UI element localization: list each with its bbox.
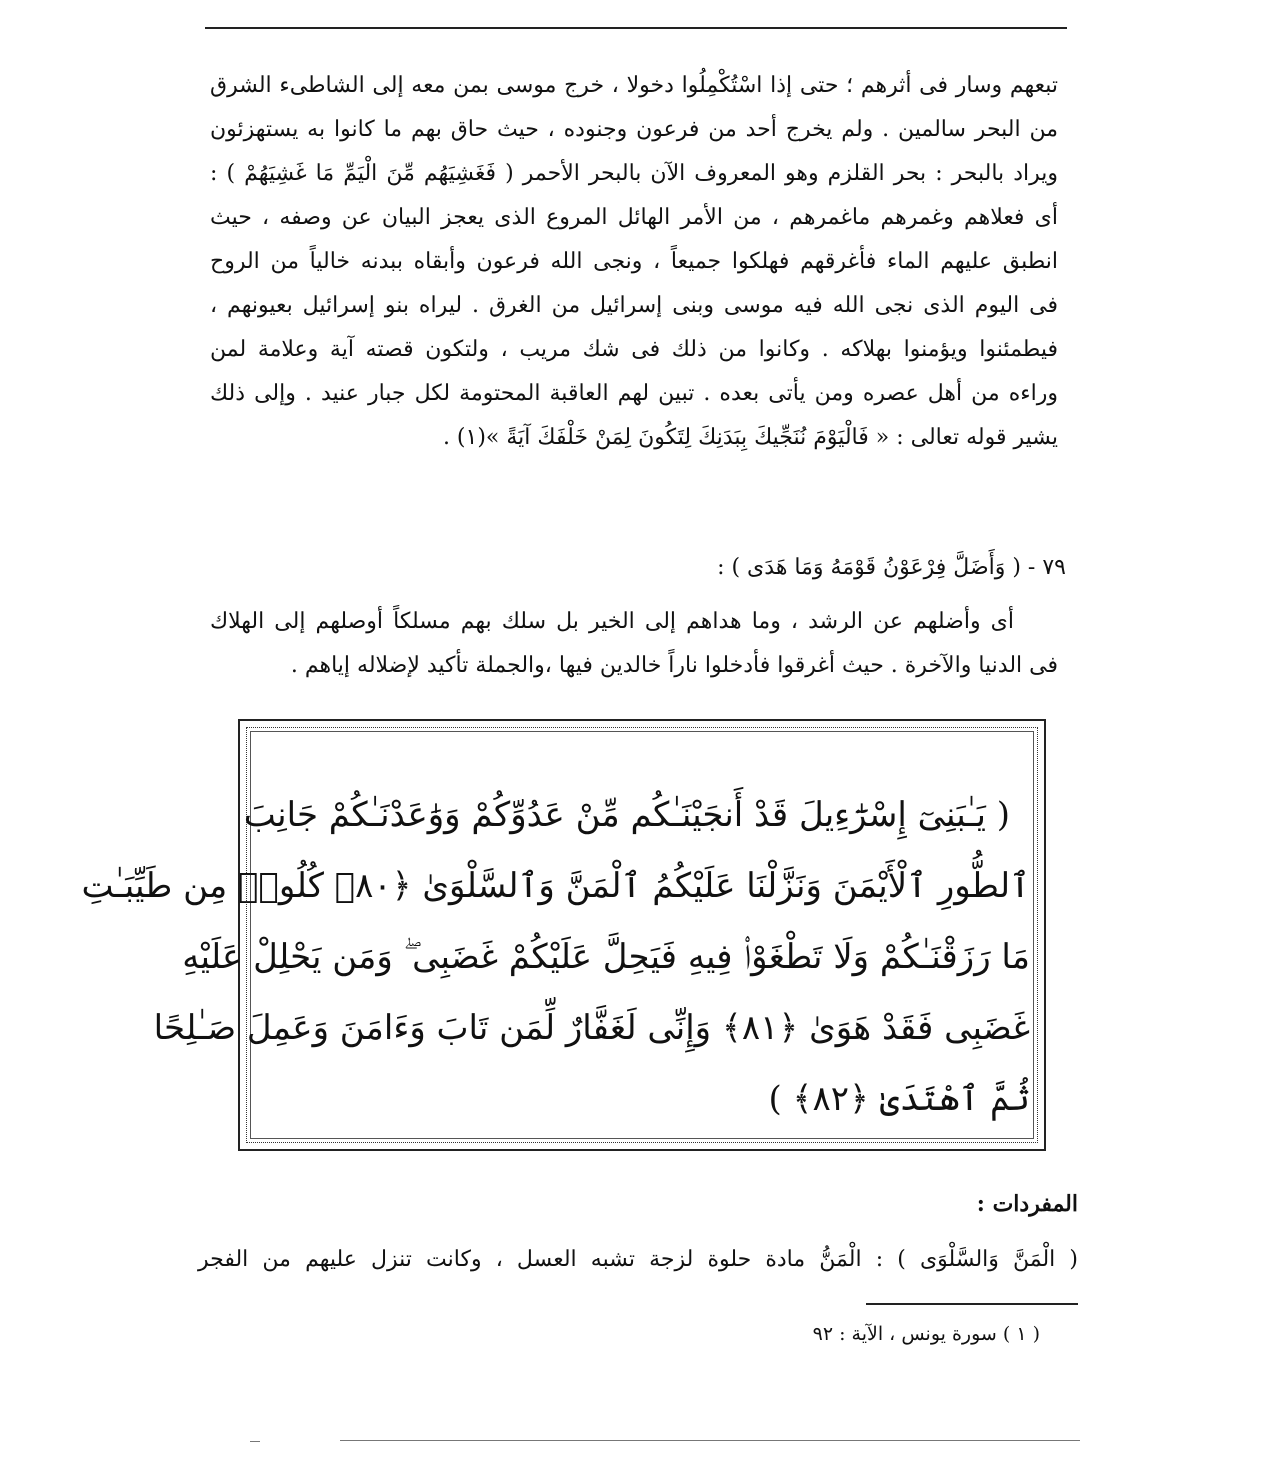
verse-line: ثُمَّ ٱهْتَدَىٰ ﴿٨٢﴾ ) bbox=[768, 1079, 1030, 1119]
text-line: ويراد بالبحر : بحر القلزم وهو المعروف الآن بالبحر الأحمر ( فَغَشِيَهُم مِّنَ الْيَمِّ مَا غَشِيَهُمْ ) : bbox=[210, 161, 1058, 186]
verse-line: ( يَـٰبَنِىٓ إِسْرَٰٓءِيلَ قَدْ أَنجَيْنَـٰكُم مِّنْ عَدُوِّكُمْ وَوَٰعَدْنَـٰكُمْ جَانِبَ bbox=[243, 795, 1010, 835]
text-line: يشير قوله تعالى : « فَالْيَوْمَ نُنَجِّيكَ بِبَدَنِكَ لِتَكُونَ لِمَنْ خَلْفَكَ آيَةً »(١) . bbox=[442, 425, 1058, 450]
text-line: وراءه من أهل عصره ومن يأتى بعده . تبين لهم العاقبة المحتومة لكل جبار عنيد . وإلى ذلك bbox=[210, 381, 1058, 406]
text-line: فيطمئنوا ويؤمنوا بهلاكه . وكانوا من ذلك فى شك مريب ، ولتكون قصته آية وعلامة لمن bbox=[210, 337, 1058, 362]
footnote: ( ١ ) سورة يونس ، الآية : ٩٢ bbox=[812, 1323, 1040, 1345]
top-rule bbox=[205, 27, 1067, 29]
text-line: تبعهم وسار فى أثرهم ؛ حتى إذا اسْتُكْمِلُوا دخولا ، خرج موسى بمن معه إلى الشاطىء الشرق bbox=[210, 73, 1058, 98]
text-line: فى الدنيا والآخرة . حيث أغرقوا فأدخلوا ناراً خالدين فيها ،والجملة تأكيد لإضلاله إياهم . bbox=[290, 653, 1058, 678]
vocabulary-entry: ( الْمَنَّ وَالسَّلْوَى ) : الْمَنُّ مادة حلوة لزجة تشبه العسل ، وكانت تنزل عليهم من الفجر bbox=[198, 1247, 1078, 1272]
verse-line: مَا رَزَقْنَـٰكُمْ وَلَا تَطْغَوْا۟ فِيهِ فَيَحِلَّ عَلَيْكُمْ غَضَبِى ۖ وَمَن يَحْلِلْ عَلَيْهِ bbox=[182, 937, 1030, 977]
verse-79-heading: ٧٩ - ( وَأَضَلَّ فِرْعَوْنُ قَوْمَهُ وَمَا هَدَى ) : bbox=[717, 555, 1066, 580]
bottom-tick bbox=[250, 1441, 260, 1442]
quran-verses-block bbox=[81, 780, 1030, 1135]
verse-79-commentary bbox=[210, 600, 1058, 688]
text-line: أى وأضلهم عن الرشد ، وما هداهم إلى الخير بل سلك بهم مسلكاً أوصلهم إلى الهلاك bbox=[210, 609, 1014, 634]
bottom-rule bbox=[340, 1440, 1080, 1441]
text-line: أى فعلاهم وغمرهم ماغمرهم ، من الأمر الهائل المروع الذى يعجز البيان عن وصفه ، حيث bbox=[210, 205, 1058, 230]
footnote-rule bbox=[866, 1303, 1078, 1305]
commentary-paragraph bbox=[210, 64, 1058, 460]
verse-line: ٱلطُّورِ ٱلْأَيْمَنَ وَنَزَّلْنَا عَلَيْكُمُ ٱلْمَنَّ وَٱلسَّلْوَىٰ ﴿٨٠﴾ كُلُوا۟ مِن طَيِّبَـٰتِ bbox=[81, 866, 1030, 906]
text-line: فى اليوم الذى نجى الله فيه موسى وبنى إسرائيل من الغرق . ليراه بنو إسرائيل بعيونهم ، bbox=[210, 293, 1058, 318]
text-line: انطبق عليهم الماء فأغرقهم فهلكوا جميعاً ، ونجى الله فرعون وأبقاه ببدنه خالياً من الروح bbox=[210, 249, 1058, 274]
text-line: من البحر سالمين . ولم يخرج أحد من فرعون وجنوده ، حيث حاق بهم ما كانوا به يستهزئون bbox=[210, 117, 1058, 142]
verse-line: غَضَبِى فَقَدْ هَوَىٰ ﴿٨١﴾ وَإِنِّى لَغَفَّارٌ لِّمَن تَابَ وَءَامَنَ وَعَمِلَ صَـٰلِحًا bbox=[153, 1008, 1030, 1048]
vocabulary-heading: المفردات : bbox=[976, 1191, 1078, 1217]
